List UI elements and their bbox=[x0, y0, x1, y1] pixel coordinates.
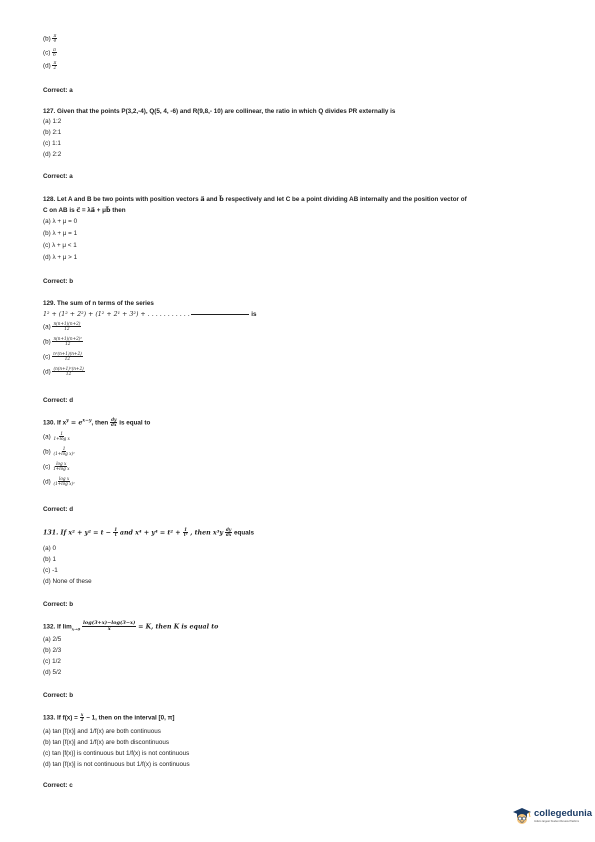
q131-option-b: (b) 1 bbox=[43, 556, 56, 563]
q131-correct-answer: Correct: b bbox=[43, 601, 74, 608]
q128-question-line2: C on AB is c⃗ = λa⃗ + μb⃗ then bbox=[43, 207, 126, 214]
q131-option-c: (c) -1 bbox=[43, 567, 58, 574]
fraction: $\frac{\pi}{4}$ bbox=[53, 33, 57, 44]
q126-option-c: (c) $\frac{\pi}{6}$ bbox=[43, 47, 56, 58]
graduation-cap-mascot-icon bbox=[512, 806, 532, 826]
derivative-fraction: $\frac{dy}{dx}$ bbox=[111, 417, 117, 428]
fraction: $\frac{n(n+1)(n+2)}{12}$ bbox=[53, 321, 81, 332]
q130-option-a: (a) $\frac{1}{\text{1+log x}}$ bbox=[43, 431, 70, 442]
q129-option-a: (a) $\frac{n(n+1)(n+2)}{12}$ bbox=[43, 321, 81, 332]
fraction: $\frac{\text{log x}}{\text{1+log x}}$ bbox=[53, 461, 70, 472]
q130-correct-answer: Correct: d bbox=[43, 506, 74, 513]
q132-option-c: (c) 1/2 bbox=[43, 658, 61, 665]
q133-option-c: (c) tan [f(x)] is continuous but 1/f(x) is not continuous bbox=[43, 750, 190, 757]
q127-option-c: (c) 1:1 bbox=[43, 140, 61, 147]
q129-option-b: (b) $\frac{\text{n(n+1)(n+2)²}}{12}$ bbox=[43, 336, 83, 347]
q128-correct-answer: Correct: b bbox=[43, 278, 74, 285]
q127-option-a: (a) 1:2 bbox=[43, 118, 62, 125]
q126-correct-answer: Correct: a bbox=[43, 87, 73, 94]
q133-option-b: (b) tan [f(x)] and 1/f(x) are both discontinuous bbox=[43, 739, 169, 746]
q128-option-c: (c) λ + μ < 1 bbox=[43, 242, 77, 249]
q131-option-a: (a) 0 bbox=[43, 545, 56, 552]
fraction: $\frac{\text{(n(n+1)²(n+2)}}{12}$ bbox=[53, 366, 84, 377]
q133-option-a: (a) tan [f(x)] and 1/f(x) are both continuous bbox=[43, 728, 161, 735]
q128-option-a: (a) λ + μ = 0 bbox=[43, 218, 78, 225]
fraction: $\frac{\pi}{2}$ bbox=[53, 60, 57, 71]
logo-name: collegedunia bbox=[534, 808, 593, 820]
fraction: $\frac{x}{2}$ bbox=[80, 712, 84, 723]
q128-option-b: (b) λ + μ = 1 bbox=[43, 230, 78, 237]
q131-option-d: (d) None of these bbox=[43, 578, 92, 585]
derivative-fraction: $\frac{dy}{dx}$ bbox=[225, 527, 232, 538]
q128-question-line1: 128. Let A and B be two points with position vectors a⃗ and b⃗ respectively and let C be a point dividing AB internally and the position vector of bbox=[43, 196, 467, 203]
fraction: $\frac{\text{log x}}{\text{(1+log x)²}}$ bbox=[53, 476, 75, 487]
q132-correct-answer: Correct: b bbox=[43, 692, 74, 699]
q129-option-c: (c) $\frac{\text{n²(n+1)(n+2)}}{12}$ bbox=[43, 351, 82, 362]
fraction: $\frac{1}{\text{(1+log x)²}}$ bbox=[53, 446, 75, 457]
fraction: $\frac{1}{\text{1+log x}}$ bbox=[53, 431, 70, 442]
logo-tagline: India's largest Student Review Platform bbox=[534, 819, 580, 823]
q127-correct-answer: Correct: a bbox=[43, 173, 73, 180]
q132-option-a: (a) 2/5 bbox=[43, 636, 62, 643]
fraction: $\frac{1}{\text{t²}}$ bbox=[183, 527, 188, 538]
q130-option-b: (b) $\frac{1}{\text{(1+log x)²}}$ bbox=[43, 446, 75, 457]
q126-option-d: (d) $\frac{\pi}{2}$ bbox=[43, 60, 57, 71]
q130-question: 130. If $x^y = e^{x-y}$, then $\frac{dy}{dx}$ is equal to bbox=[43, 417, 151, 428]
q132-option-b: (b) 2/3 bbox=[43, 647, 62, 654]
q127-option-d: (d) 2:2 bbox=[43, 151, 62, 158]
fraction: $\frac{\text{n²(n+1)(n+2)}}{12}$ bbox=[53, 351, 82, 362]
limit-fraction: $\frac{\log(3+x)-\log(3-x)}{x}$ bbox=[82, 620, 136, 633]
q131-question: 131. If x² + y² = t − $\frac{1}{t}$ and x⁴ + y⁴ = t² + $\frac{1}{\text{t²}}$ , then x³y $\frac{dy}{dx}$ equals bbox=[43, 527, 254, 538]
q126-option-b: (b) $\frac{\pi}{4}$ bbox=[43, 33, 57, 44]
q129-question-line1: 129. The sum of n terms of the series bbox=[43, 300, 154, 307]
q128-option-d: (d) λ + μ > 1 bbox=[43, 254, 78, 261]
fraction: $\frac{1}{t}$ bbox=[114, 527, 118, 538]
q130-option-c: (c) $\frac{\text{log x}}{\text{1+log x}}$ bbox=[43, 461, 70, 472]
q132-question: 132. If $\lim_{x\to 0}$ $\frac{\log(3+x)-\log(3-x)}{x}$ = K, then K is equal to bbox=[43, 620, 219, 633]
q132-option-d: (d) 5/2 bbox=[43, 669, 62, 676]
fraction: $\frac{\text{n(n+1)(n+2)²}}{12}$ bbox=[53, 336, 83, 347]
q129-series: 1² + (1² + 2²) + (1² + 2¹ + 3²) + . . . . . . . . . . . is bbox=[43, 311, 257, 318]
q127-question: 127. Given that the points P(3,2,-4), Q(5, 4, -6) and R(9,8,- 10) are collinear, the ratio in which Q divides PR externally is bbox=[43, 108, 396, 115]
blank-line bbox=[191, 314, 249, 315]
q133-question: 133. If f(x) = $\frac{x}{2}$ − 1, then on the interval [0, π] bbox=[43, 712, 175, 723]
q133-option-d: (d) tan [f(x)] is not continuous but 1/f(x) is continuous bbox=[43, 761, 190, 768]
q129-correct-answer: Correct: d bbox=[43, 397, 74, 404]
q130-option-d: (d) $\frac{\text{log x}}{\text{(1+log x)²}}$ bbox=[43, 476, 75, 487]
q129-option-d: (d) $\frac{\text{(n(n+1)²(n+2)}}{12}$ bbox=[43, 366, 84, 377]
fraction: $\frac{\pi}{6}$ bbox=[53, 47, 56, 58]
collegedunia-logo bbox=[512, 806, 592, 826]
q127-option-b: (b) 2:1 bbox=[43, 129, 62, 136]
q133-correct-answer: Correct: c bbox=[43, 782, 73, 789]
